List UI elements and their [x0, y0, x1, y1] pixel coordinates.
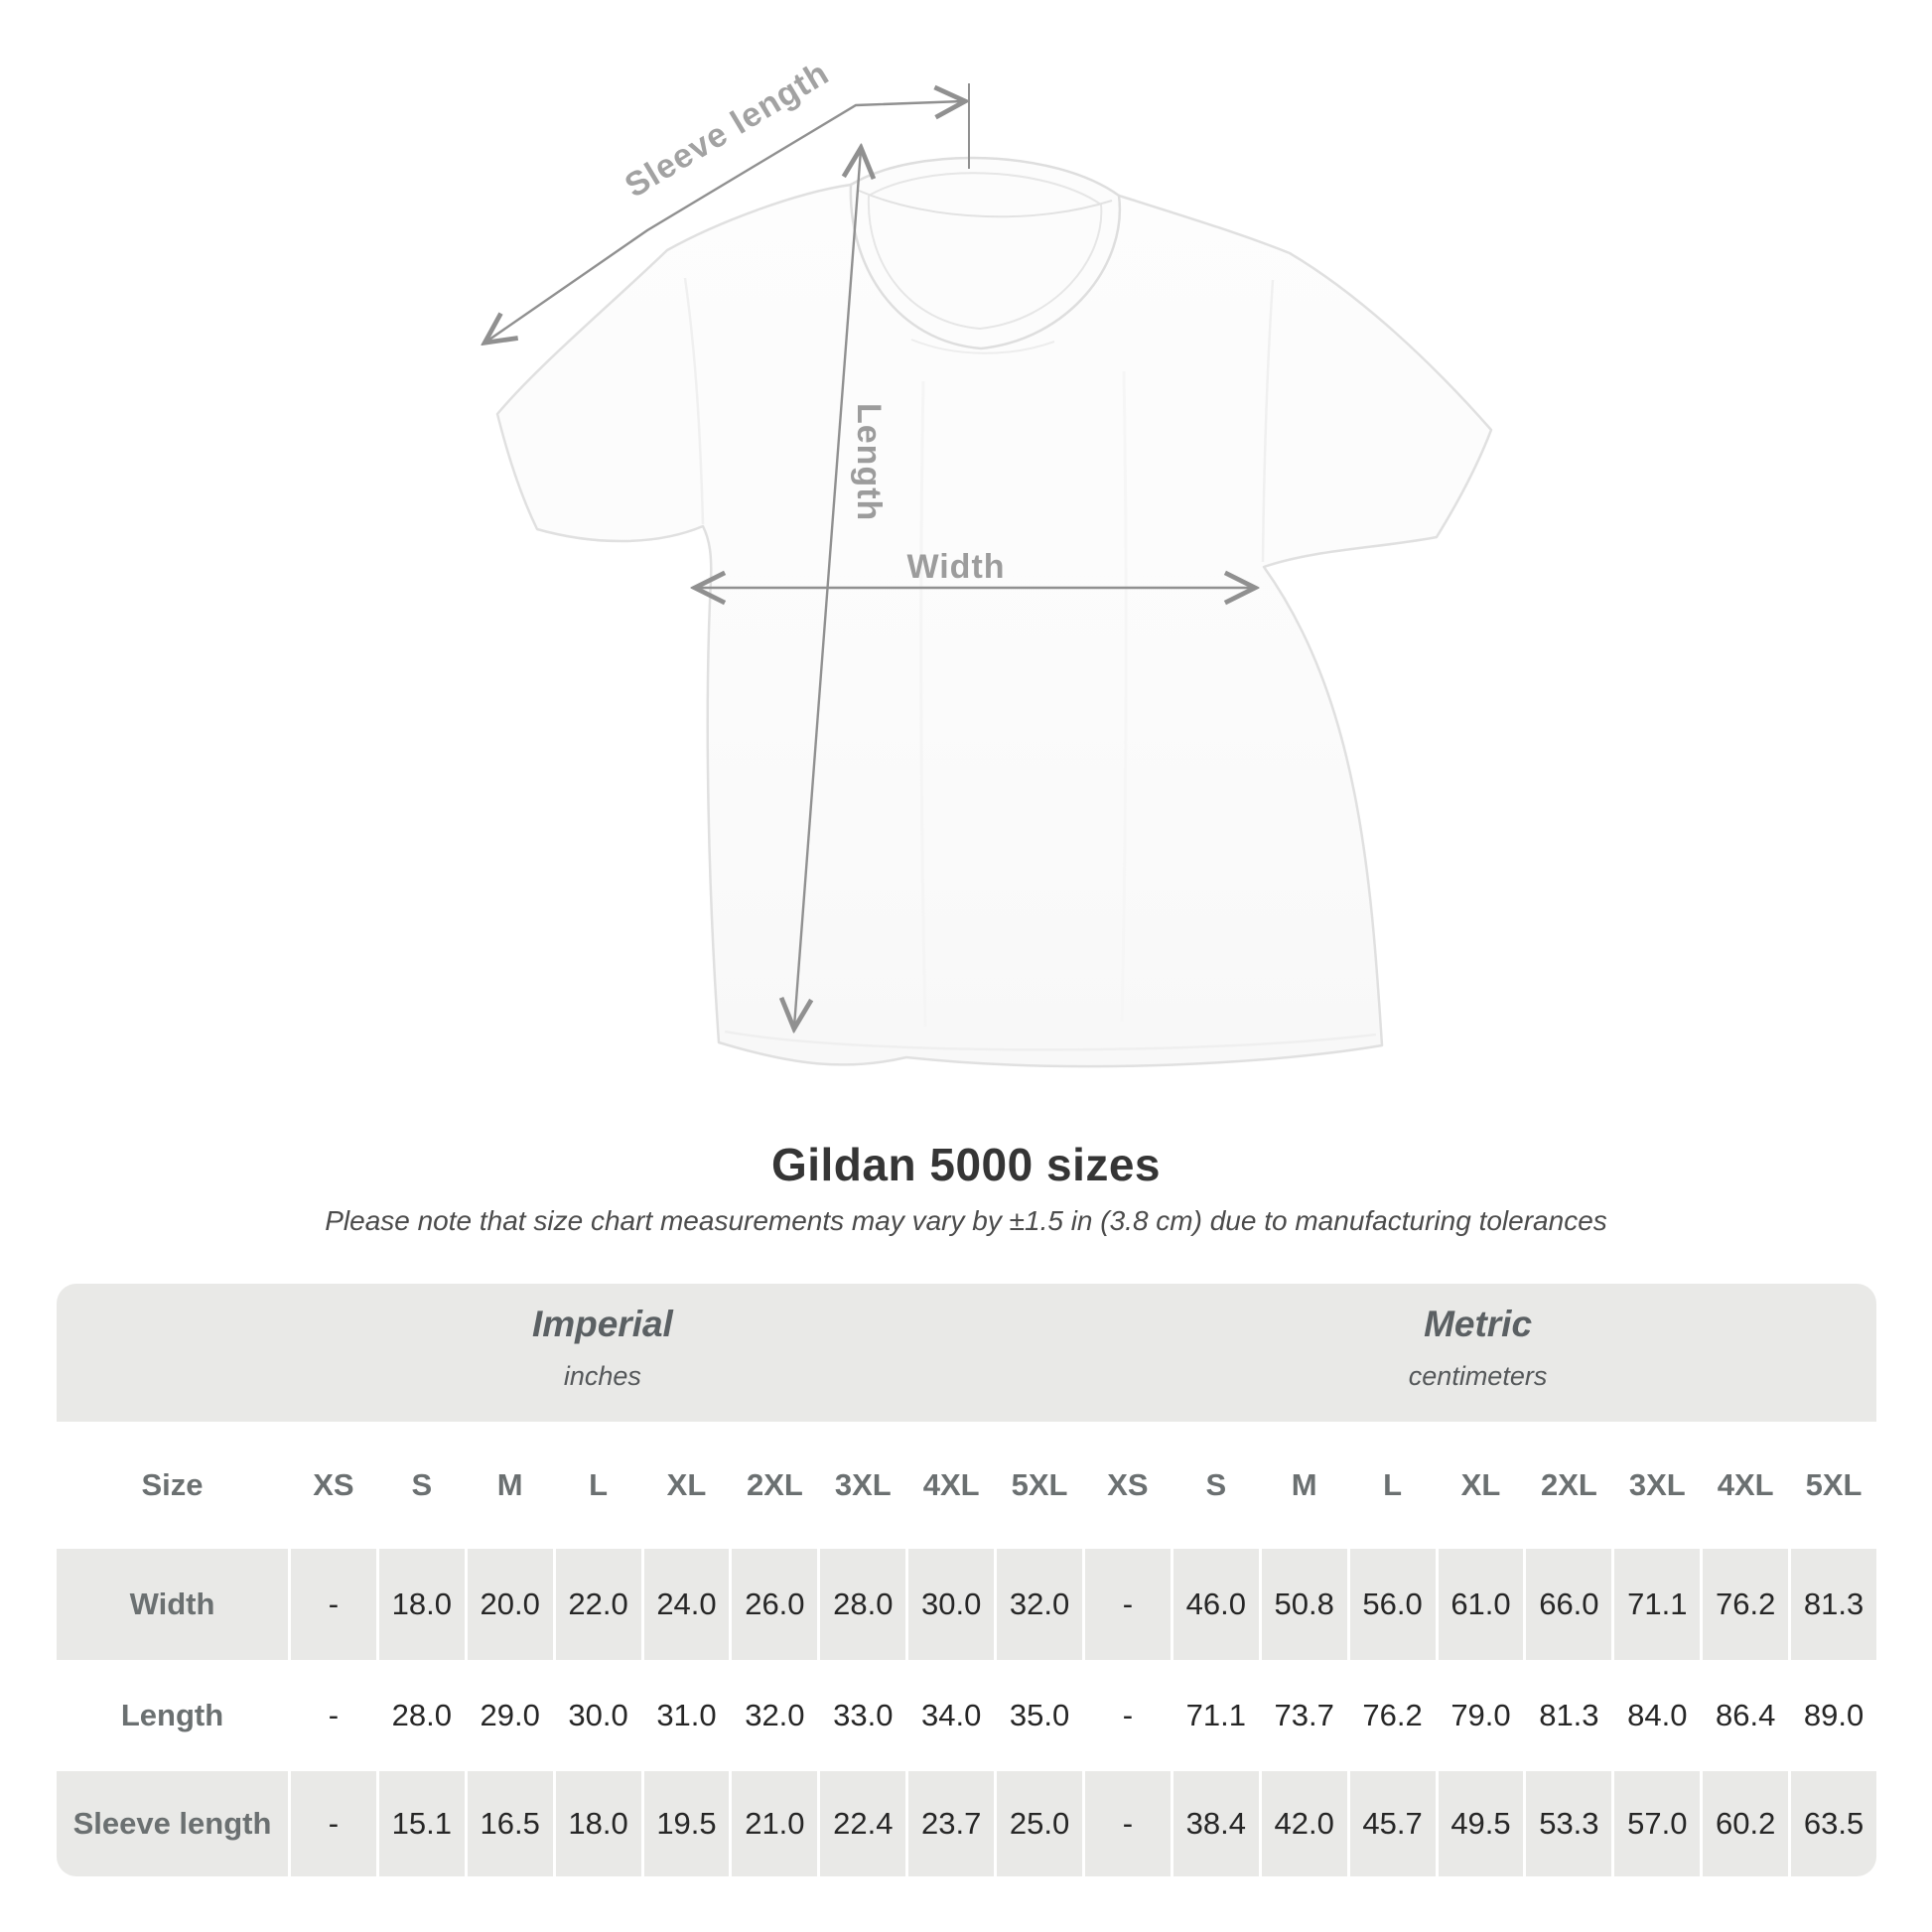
value-sleeve-length-imperial-m: 16.5 [468, 1771, 553, 1876]
size-header-imperial-xs: XS [291, 1422, 376, 1549]
value-length-imperial-l: 30.0 [556, 1660, 641, 1771]
value-length-metric-4xl: 86.4 [1703, 1660, 1788, 1771]
value-sleeve-length-imperial-s: 15.1 [379, 1771, 465, 1876]
value-width-metric-4xl: 76.2 [1703, 1549, 1788, 1660]
value-width-imperial-2xl: 26.0 [732, 1549, 817, 1660]
value-width-imperial-3xl: 28.0 [820, 1549, 905, 1660]
size-table [57, 1284, 1876, 1876]
sleeve-length-label: Sleeve length [619, 54, 836, 206]
value-sleeve-length-metric-2xl: 53.3 [1526, 1771, 1611, 1876]
row-label-sleeve-length: Sleeve length [57, 1771, 288, 1876]
value-width-imperial-xl: 24.0 [644, 1549, 730, 1660]
value-length-metric-m: 73.7 [1262, 1660, 1347, 1771]
value-length-imperial-xs: - [291, 1660, 376, 1771]
value-width-imperial-5xl: 32.0 [997, 1549, 1082, 1660]
value-width-metric-2xl: 66.0 [1526, 1549, 1611, 1660]
value-length-metric-s: 71.1 [1173, 1660, 1259, 1771]
size-header-imperial-5xl: 5XL [997, 1422, 1082, 1549]
metric-label: Metric [1424, 1304, 1533, 1344]
value-width-metric-xl: 61.0 [1439, 1549, 1524, 1660]
value-width-metric-5xl: 81.3 [1791, 1549, 1876, 1660]
value-length-imperial-s: 28.0 [379, 1660, 465, 1771]
value-sleeve-length-imperial-xl: 19.5 [644, 1771, 730, 1876]
value-sleeve-length-imperial-2xl: 21.0 [732, 1771, 817, 1876]
value-width-imperial-xs: - [291, 1549, 376, 1660]
value-length-imperial-3xl: 33.0 [820, 1660, 905, 1771]
width-label: Width [906, 548, 1006, 586]
value-width-metric-s: 46.0 [1173, 1549, 1259, 1660]
value-sleeve-length-metric-5xl: 63.5 [1791, 1771, 1876, 1876]
size-header-imperial-m: M [468, 1422, 553, 1549]
unit-groups-header [57, 1284, 1876, 1422]
value-sleeve-length-metric-3xl: 57.0 [1614, 1771, 1700, 1876]
value-sleeve-length-imperial-3xl: 22.4 [820, 1771, 905, 1876]
size-header-imperial-3xl: 3XL [820, 1422, 905, 1549]
value-sleeve-length-imperial-4xl: 23.7 [908, 1771, 994, 1876]
value-length-metric-xl: 79.0 [1439, 1660, 1524, 1771]
value-sleeve-length-metric-xl: 49.5 [1439, 1771, 1524, 1876]
size-header-metric-4xl: 4XL [1703, 1422, 1788, 1549]
size-header-imperial-xl: XL [644, 1422, 730, 1549]
value-width-metric-xs: - [1085, 1549, 1171, 1660]
value-sleeve-length-imperial-5xl: 25.0 [997, 1771, 1082, 1876]
size-corner-label: Size [57, 1422, 288, 1549]
value-width-imperial-m: 20.0 [468, 1549, 553, 1660]
value-sleeve-length-metric-m: 42.0 [1262, 1771, 1347, 1876]
size-header-imperial-s: S [379, 1422, 465, 1549]
value-width-imperial-l: 22.0 [556, 1549, 641, 1660]
size-header-metric-xl: XL [1439, 1422, 1524, 1549]
size-header-imperial-4xl: 4XL [908, 1422, 994, 1549]
value-sleeve-length-metric-l: 45.7 [1350, 1771, 1436, 1876]
value-length-metric-l: 76.2 [1350, 1660, 1436, 1771]
value-sleeve-length-metric-4xl: 60.2 [1703, 1771, 1788, 1876]
imperial-label: Imperial [531, 1304, 673, 1344]
size-grid [57, 1422, 1876, 1876]
tolerance-note: Please note that size chart measurements may vary by ±1.5 in (3.8 cm) due to manufacturing tolerances [325, 1205, 1607, 1236]
metric-unit-label: centimeters [1408, 1361, 1548, 1391]
value-length-metric-3xl: 84.0 [1614, 1660, 1700, 1771]
size-header-metric-3xl: 3XL [1614, 1422, 1700, 1549]
size-header-metric-l: L [1350, 1422, 1436, 1549]
unit-group-metric [1409, 1304, 1548, 1392]
value-width-metric-m: 50.8 [1262, 1549, 1347, 1660]
size-header-metric-2xl: 2XL [1526, 1422, 1611, 1549]
size-header-imperial-l: L [556, 1422, 641, 1549]
row-label-width: Width [57, 1549, 288, 1660]
value-length-imperial-2xl: 32.0 [732, 1660, 817, 1771]
value-length-metric-xs: - [1085, 1660, 1171, 1771]
value-length-imperial-4xl: 34.0 [908, 1660, 994, 1771]
value-width-imperial-4xl: 30.0 [908, 1549, 994, 1660]
row-label-length: Length [57, 1660, 288, 1771]
unit-group-imperial [532, 1304, 673, 1392]
value-length-metric-2xl: 81.3 [1526, 1660, 1611, 1771]
value-length-imperial-5xl: 35.0 [997, 1660, 1082, 1771]
imperial-unit-label: inches [563, 1361, 641, 1391]
value-length-imperial-xl: 31.0 [644, 1660, 730, 1771]
size-header-imperial-2xl: 2XL [732, 1422, 817, 1549]
value-sleeve-length-imperial-l: 18.0 [556, 1771, 641, 1876]
page-title: Gildan 5000 sizes [770, 1139, 1162, 1190]
value-width-metric-3xl: 71.1 [1614, 1549, 1700, 1660]
value-width-metric-l: 56.0 [1350, 1549, 1436, 1660]
value-length-imperial-m: 29.0 [468, 1660, 553, 1771]
tshirt-measurement-diagram [367, 44, 1579, 1116]
size-header-metric-m: M [1262, 1422, 1347, 1549]
size-header-metric-xs: XS [1085, 1422, 1171, 1549]
value-width-imperial-s: 18.0 [379, 1549, 465, 1660]
size-header-metric-5xl: 5XL [1791, 1422, 1876, 1549]
value-sleeve-length-metric-s: 38.4 [1173, 1771, 1259, 1876]
value-sleeve-length-metric-xs: - [1085, 1771, 1171, 1876]
value-sleeve-length-imperial-xs: - [291, 1771, 376, 1876]
value-length-metric-5xl: 89.0 [1791, 1660, 1876, 1771]
size-header-metric-s: S [1173, 1422, 1259, 1549]
length-label: Length [850, 403, 888, 522]
